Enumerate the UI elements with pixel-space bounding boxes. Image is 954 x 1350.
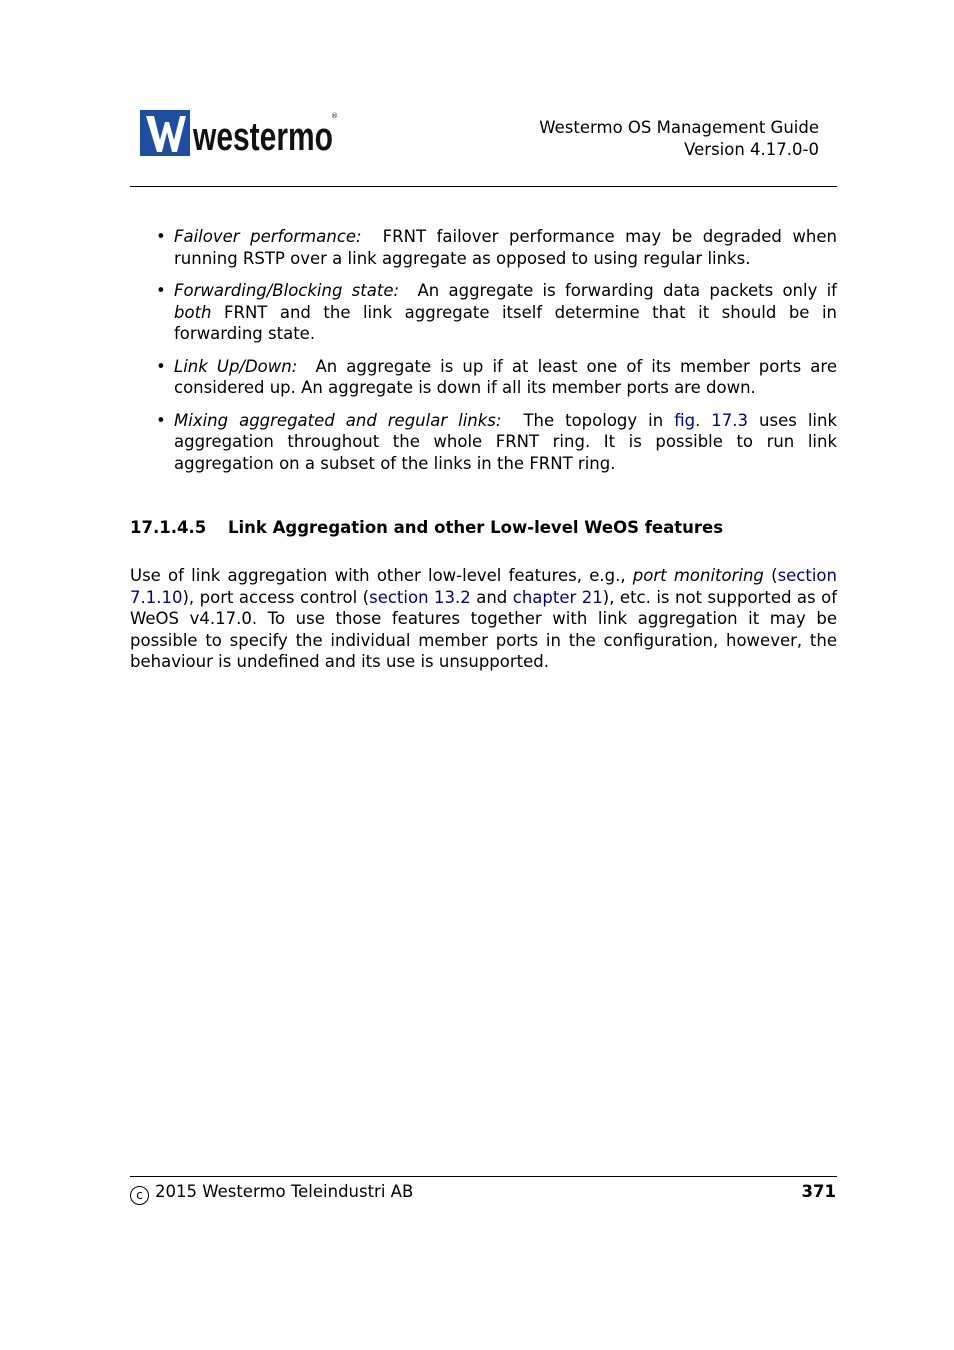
list-item-term: Mixing aggregated and regular links: <box>174 410 502 430</box>
running-header <box>539 117 819 161</box>
list-item-text: The topology in <box>523 410 664 430</box>
paragraph-text: and <box>476 587 508 607</box>
header-divider <box>130 186 837 187</box>
figure-link[interactable]: fig. 17.3 <box>674 410 749 430</box>
bullet-icon: • <box>156 227 166 246</box>
list-item-term: Forwarding/Blocking state: <box>174 281 400 300</box>
emphasis: both <box>174 302 212 322</box>
page-number: 371 <box>801 1182 836 1201</box>
section-title: Link Aggregation and other Low-level WeOS features <box>228 518 724 537</box>
list-item <box>130 410 837 475</box>
document-title: Westermo OS Management Guide <box>539 118 819 137</box>
list-item <box>130 280 837 345</box>
copyright-text: 2015 Westermo Teleindustri AB <box>155 1182 414 1201</box>
footer-copyright <box>130 1182 413 1205</box>
section-link[interactable]: section 7.1.10 <box>130 566 837 607</box>
list-item-term: Failover performance: <box>174 227 362 246</box>
section-heading <box>130 518 723 537</box>
list-item-text: FRNT and the link aggregate itself determine that it should be in forwarding state. <box>174 302 837 343</box>
document-version: Version 4.17.0-0 <box>684 140 819 159</box>
list-item-text: An aggregate is up if at least one of its member ports are considered up. An aggregate is down if all its member ports are down. <box>174 356 837 397</box>
list-item-text: An aggregate is forwarding data packets only if <box>417 281 837 300</box>
paragraph-text: ), etc. is not supported as of WeOS v4.17.0. To use those features together with link aggregation it may be possible to specify the individual member ports in the configuration, however, the behaviour is undefined and its use is unsupported. <box>130 587 838 672</box>
bullet-icon: • <box>156 281 166 300</box>
list-item-term: Link Up/Down: <box>174 356 298 376</box>
svg-text:®: ® <box>331 112 338 120</box>
list-item <box>130 356 837 399</box>
paragraph-text: Use of link aggregation with other low-level features, e.g., <box>130 566 626 585</box>
list-item <box>130 226 837 269</box>
chapter-link[interactable]: chapter 21 <box>512 587 603 607</box>
copyright-icon: c <box>130 1186 149 1205</box>
bullet-icon: • <box>156 356 166 376</box>
list-item-text: uses link aggregation throughout the whole FRNT ring. It is possible to run link aggregation on a subset of the links in the FRNT ring. <box>174 410 838 473</box>
logo-wordmark: westermo <box>192 115 333 158</box>
list-item-text: FRNT failover performance may be degraded when running RSTP over a link aggregate as opposed to using regular links. <box>174 227 837 268</box>
section-number: 17.1.4.5 <box>130 518 207 537</box>
body-paragraph <box>130 565 837 673</box>
paragraph-text: ), port access control ( <box>182 587 370 607</box>
footer-divider <box>130 1176 837 1177</box>
bullet-icon: • <box>156 410 166 430</box>
paragraph-text: ( <box>771 566 778 585</box>
westermo-logo <box>138 108 338 158</box>
emphasis: port monitoring <box>632 566 764 585</box>
bullet-list <box>130 226 837 485</box>
section-link[interactable]: section 13.2 <box>369 587 471 607</box>
